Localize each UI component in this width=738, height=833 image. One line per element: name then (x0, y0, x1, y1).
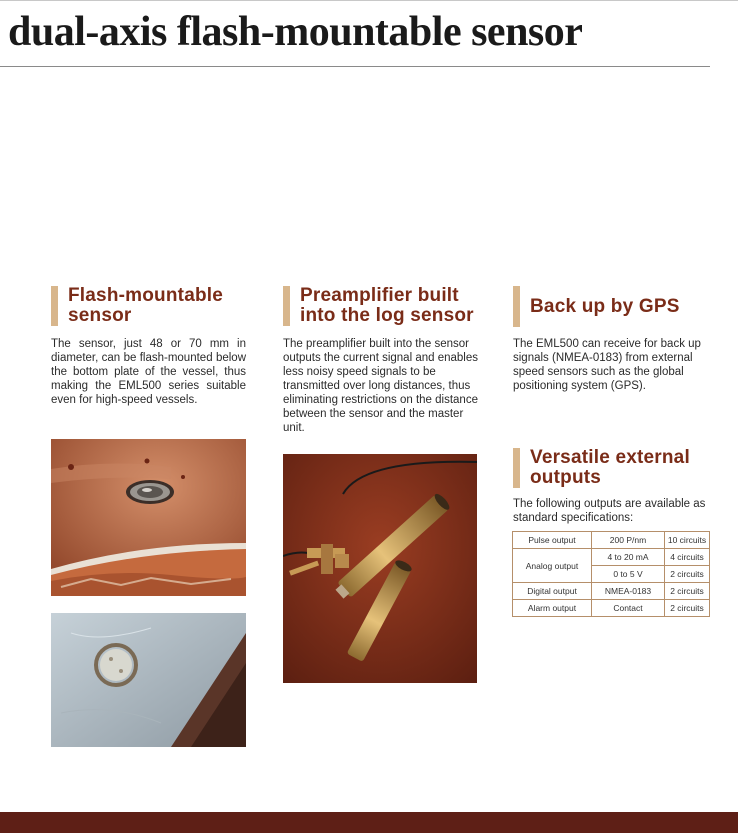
heading-text: Preamplifier built into the log sensor (300, 285, 474, 326)
page-title: dual-axis flash-mountable sensor (8, 9, 583, 55)
output-name-cell: Digital output (513, 583, 592, 600)
output-name-cell: Analog output (513, 549, 592, 583)
output-count-cell: 10 circuits (665, 532, 710, 549)
heading-text: Back up by GPS (530, 295, 680, 317)
footer-band (0, 812, 738, 833)
section-heading-gps-backup (513, 286, 680, 327)
section-heading-flash-mountable (51, 286, 223, 326)
output-specifications-table (512, 531, 710, 617)
table-row (513, 600, 710, 617)
output-name-cell: Pulse output (513, 532, 592, 549)
output-spec-cell: 4 to 20 mA (592, 549, 665, 566)
sensor-installation-closeup-photo (51, 613, 246, 747)
flash-mountable-description: The sensor, just 48 or 70 mm in diameter, can be flash-mounted below the bottom plate of the vessel, thus making the EML500 series suitable even for high-speed vessels. (51, 338, 246, 406)
output-name-cell: Alarm output (513, 600, 592, 617)
gps-backup-description: The EML500 can receive for back up signals (NMEA-0183) from external speed sensors such as the global positioning system (GPS). (513, 338, 701, 392)
external-outputs-description: The following outputs are available as standard specifications: (513, 498, 706, 524)
output-count-cell: 2 circuits (665, 583, 710, 600)
table-row (513, 532, 710, 549)
title-divider (0, 66, 710, 67)
hull-mounted-sensor-photo (51, 439, 246, 596)
heading-accent-bar (283, 286, 290, 326)
output-count-cell: 2 circuits (665, 600, 710, 617)
output-count-cell: 4 circuits (665, 549, 710, 566)
output-spec-cell: Contact (592, 600, 665, 617)
heading-accent-bar (51, 286, 58, 326)
top-border (0, 0, 738, 1)
section-heading-external-outputs (513, 448, 690, 488)
table-row (513, 583, 710, 600)
output-spec-cell: NMEA-0183 (592, 583, 665, 600)
section-heading-preamplifier (283, 286, 474, 326)
heading-text: Flash-mountable sensor (68, 285, 224, 326)
heading-text: Versatile external outputs (530, 447, 690, 488)
output-spec-cell: 200 P/nm (592, 532, 665, 549)
log-sensor-products-photo (283, 454, 477, 683)
table-row (513, 549, 710, 566)
output-count-cell: 2 circuits (665, 566, 710, 583)
preamplifier-description: The preamplifier built into the sensor outputs the current signal and enables less noisy speed signals to be transmitted over long distances, thus eliminating restrictions on the distance between the sensor and the master unit. (283, 338, 478, 434)
output-spec-cell: 0 to 5 V (592, 566, 665, 583)
heading-accent-bar (513, 286, 520, 327)
heading-accent-bar (513, 448, 520, 488)
